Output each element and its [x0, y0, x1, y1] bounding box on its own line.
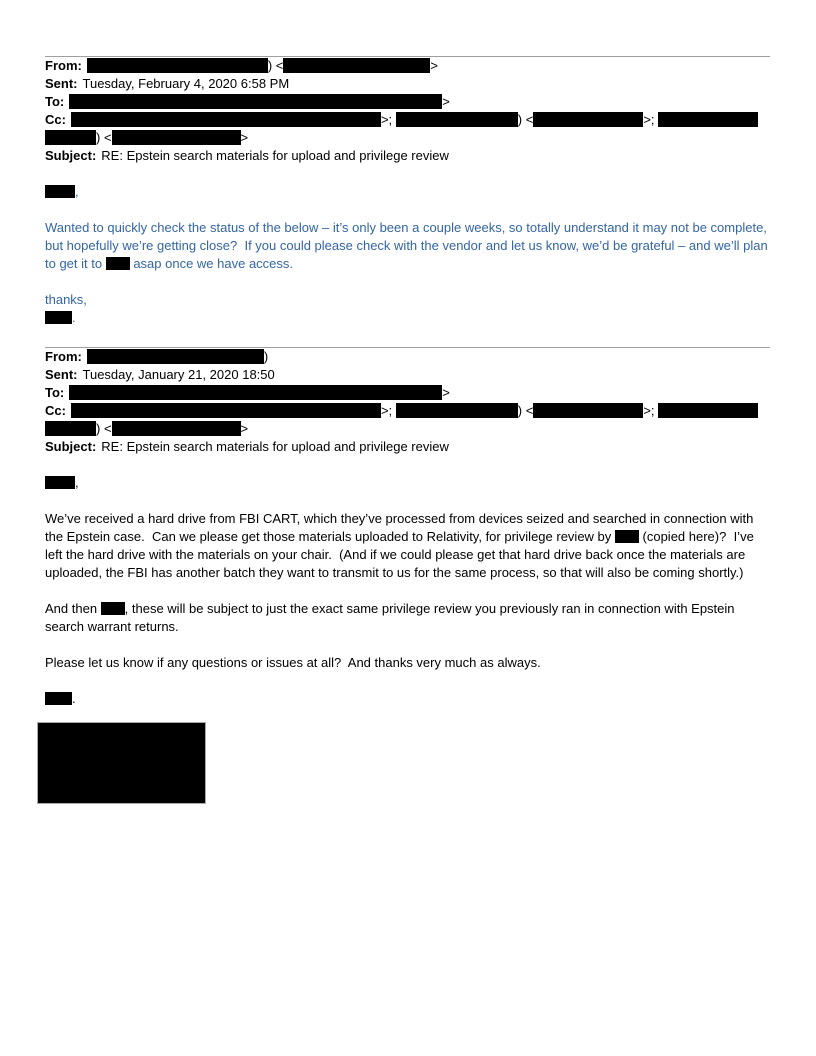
redaction-bar: [45, 130, 96, 145]
subject-label: Subject:: [45, 148, 97, 163]
redaction-bar: [396, 403, 518, 418]
text-segment: ) <: [96, 130, 112, 145]
email1-closing: thanks,: [45, 292, 87, 307]
to-value-redacted: [69, 94, 450, 109]
email1-cc-row-continued: [45, 129, 770, 147]
redaction-bar: [45, 476, 75, 489]
cc-value-redacted-continued: [45, 421, 248, 436]
email2-paragraph-2: [45, 600, 770, 636]
redaction-bar: [112, 421, 241, 436]
redaction-bar: [615, 530, 639, 543]
signature-redaction-block: [37, 722, 206, 804]
text-segment: ) <: [96, 421, 112, 436]
cc-label: Cc:: [45, 112, 66, 127]
email2-to-row: [45, 384, 770, 402]
text-segment: asap once we have access.: [129, 256, 294, 271]
redaction-bar: [533, 403, 643, 418]
redaction-bar: [45, 692, 72, 705]
text-segment: ,: [75, 184, 79, 199]
redaction-bar: [87, 58, 268, 73]
subject-value: RE: Epstein search materials for upload and privilege review: [101, 148, 449, 163]
cc-value-redacted: [71, 112, 758, 127]
redaction-bar: [71, 403, 381, 418]
redaction-bar: [658, 403, 758, 418]
to-value-redacted: [69, 385, 450, 400]
redaction-bar: [101, 602, 125, 615]
text-segment: >;: [643, 112, 659, 127]
text-segment: .: [72, 691, 76, 706]
text-segment: >;: [643, 403, 659, 418]
text-segment: ) <: [517, 403, 534, 418]
cc-label: Cc:: [45, 403, 66, 418]
to-label: To:: [45, 94, 65, 109]
email1-cc-row: [45, 111, 770, 129]
text-segment: >: [442, 94, 450, 109]
email2-sent-row: [45, 366, 770, 384]
text-segment: ) <: [267, 58, 284, 73]
email2-signature: [45, 690, 770, 708]
email1-to-row: [45, 93, 770, 111]
subject-label: Subject:: [45, 439, 97, 454]
sent-value: Tuesday, January 21, 2020 18:50: [82, 367, 275, 382]
email1-subject-row: [45, 147, 770, 165]
cc-value-redacted-continued: [45, 130, 248, 145]
email-2: [45, 348, 770, 804]
text-segment: >: [240, 130, 249, 145]
text-segment: And then: [45, 601, 101, 616]
to-label: To:: [45, 385, 65, 400]
redaction-bar: [87, 349, 264, 364]
email2-from-row: [45, 348, 770, 366]
email2-subject-row: [45, 438, 770, 456]
sent-value: Tuesday, February 4, 2020 6:58 PM: [82, 76, 290, 91]
email1-sent-row: [45, 75, 770, 93]
email-1: [45, 57, 770, 327]
text-segment: , these will be subject to just the exact same privilege review you previously ran in connection with Epstein search warrant returns.: [45, 601, 739, 634]
email2-cc-row: [45, 402, 770, 420]
text-segment: We’ve received a hard drive from FBI CART, which they’ve processed from devices seized and searched in connection with the Epstein case. Can we please get those materials uploaded to Relativity, for privilege review by: [45, 511, 757, 544]
from-value-redacted: [87, 349, 268, 364]
subject-value: RE: Epstein search materials for upload and privilege review: [101, 439, 449, 454]
redaction-bar: [45, 421, 96, 436]
email1-signature: [45, 309, 770, 327]
text-segment: ): [263, 349, 269, 364]
text-segment: >: [430, 58, 438, 73]
sent-label: Sent:: [45, 367, 78, 382]
redaction-bar: [283, 58, 430, 73]
from-value-redacted: [87, 58, 438, 73]
email2-cc-row-continued: [45, 420, 770, 438]
text-segment: >;: [380, 403, 396, 418]
text-segment: (copied here)? I’ve left the hard drive with the materials on your chair. (And if we could please get that hard drive back once the materials are uploaded, the FBI has another batch they want to transmit to us for the same process, so that will also be coming shortly.): [45, 529, 758, 580]
sent-label: Sent:: [45, 76, 78, 91]
redaction-bar: [106, 257, 130, 270]
text-segment: Wanted to quickly check the status of the below – it’s only been a couple weeks, so totally understand it may not be complete, but hopefully we’re getting close? If you could please check with the vendor and let us know, we’d be grateful – and we’ll plan to get it to: [45, 220, 772, 271]
redaction-bar: [71, 112, 381, 127]
text-segment: >: [442, 385, 450, 400]
redaction-bar: [69, 385, 442, 400]
text-segment: .: [72, 310, 76, 325]
email1-body-paragraph: [45, 219, 770, 273]
email1-from-row: [45, 57, 770, 75]
cc-value-redacted: [71, 403, 758, 418]
email2-greeting: [45, 474, 770, 492]
redaction-bar: [396, 112, 518, 127]
redaction-bar: [112, 130, 241, 145]
redaction-bar: [69, 94, 442, 109]
text-segment: ) <: [517, 112, 534, 127]
redaction-bar: [658, 112, 758, 127]
text-segment: ,: [75, 475, 79, 490]
email2-paragraph-3: Please let us know if any questions or issues at all? And thanks very much as always.: [45, 655, 541, 670]
from-label: From:: [45, 349, 82, 364]
redaction-bar: [533, 112, 643, 127]
text-segment: >: [240, 421, 249, 436]
redaction-bar: [45, 185, 75, 198]
from-label: From:: [45, 58, 82, 73]
text-segment: >;: [380, 112, 396, 127]
document-content: [45, 0, 770, 804]
email2-paragraph-1: [45, 510, 770, 582]
email1-greeting: [45, 183, 770, 201]
redaction-bar: [45, 311, 72, 324]
